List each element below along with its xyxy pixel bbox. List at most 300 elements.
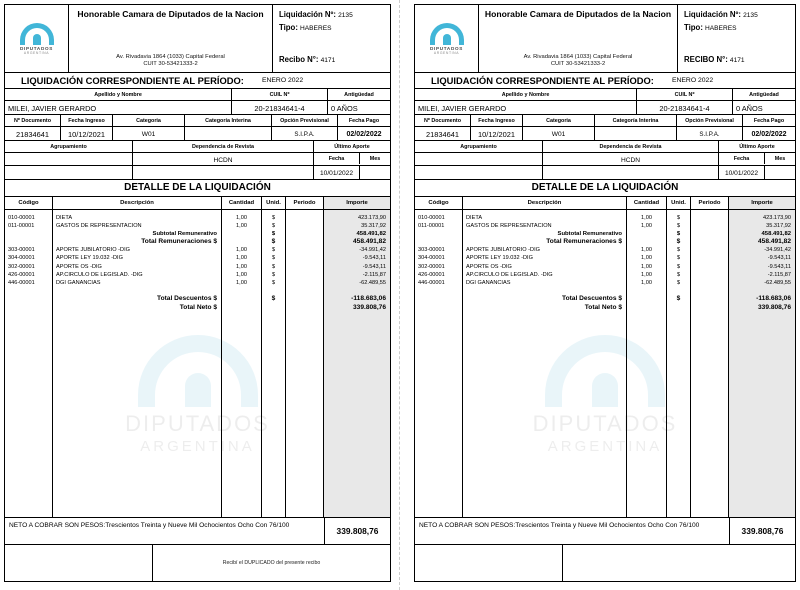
detalle-cell-cantidad: 1,00 [236, 214, 247, 221]
detalle-cell-periodo [691, 238, 728, 246]
employee-header-row-3 [5, 141, 390, 153]
employee-value-row-1-duplicate [415, 101, 795, 115]
detalle-cell-descripcion: APORTE JUBILATORIO -DIG [56, 247, 130, 254]
period-bar-duplicate [415, 73, 795, 89]
detalle-cell-cantidad: 1,00 [641, 214, 652, 221]
dependencia-blank-duplicate [543, 166, 719, 179]
col-header-cantidad-duplicate: Cantidad [627, 197, 667, 209]
detalle-cell-codigo: 304-00001 [8, 255, 35, 262]
employee-opcion-previsional: S.I.P.A. [272, 127, 338, 140]
employee-fecha-pago-duplicate: 02/02/2022 [751, 131, 787, 138]
employee-header-row-1-duplicate [415, 89, 795, 101]
detalle-cell-cantidad: 1,00 [236, 247, 247, 254]
detalle-cell-unidad: $ [676, 247, 681, 254]
col-header-periodo: Periodo [286, 197, 324, 209]
detalle-cell-descripcion: APORTE JUBILATORIO -DIG [466, 247, 540, 254]
detalle-cell-cantidad [222, 304, 261, 312]
col-header-importe-duplicate: Importe [729, 197, 795, 209]
footer-signature-box-duplicate [415, 545, 563, 581]
employee-dependencia: HCDN [133, 153, 314, 166]
employee-value-row-1 [5, 101, 390, 115]
logo-subtitle-duplicate: ARGENTINA [433, 50, 460, 55]
tipo-value: HABERES [299, 25, 332, 32]
receipt-copy-duplicate [400, 0, 800, 590]
detalle-cell-unidad [262, 287, 285, 295]
detalle-cell-periodo [286, 304, 323, 312]
detalle-cell-importe [324, 287, 390, 295]
tipo-field [279, 23, 386, 32]
document-header-duplicate [415, 5, 795, 73]
detalle-cell-cantidad: 1,00 [641, 255, 652, 262]
header-logo [5, 5, 69, 72]
ultimo-aporte-fecha: 10/01/2022 [314, 166, 360, 179]
neto-a-cobrar-duplicate [415, 517, 795, 545]
detalle-cell-unidad: $ [676, 271, 681, 278]
detalle-cell-importe: -118.683,06 [351, 295, 386, 303]
tipo-label: Tipo: [279, 23, 298, 32]
detalle-col-importe-duplicate [729, 210, 795, 518]
col-header-documento-duplicate: Nº Documento [415, 115, 471, 126]
detalle-cell-unidad [262, 304, 285, 312]
logo-title-duplicate: DIPUTADOS [429, 45, 463, 51]
recibo-value: 4171 [320, 57, 336, 64]
recibo-value-duplicate: 4171 [729, 57, 745, 64]
detalle-cell-codigo: 011-00001 [418, 222, 445, 229]
col-header-dependencia: Dependencia de Revista [133, 141, 314, 152]
employee-value-row-3-duplicate [415, 153, 795, 166]
employee-header-row-3-duplicate [415, 141, 795, 153]
detalle-cell-importe: -2.115,87 [362, 271, 386, 278]
detalle-col-codigo-duplicate [415, 210, 463, 518]
recibo-number-duplicate [684, 55, 791, 64]
detalle-cell-cantidad [222, 238, 261, 246]
period-label: LIQUIDACIÓN CORRESPONDIENTE AL PERÍODO: [21, 75, 244, 86]
detalle-cell-periodo [286, 254, 323, 262]
ultimo-aporte-fecha-duplicate: 10/01/2022 [719, 166, 765, 179]
detalle-cell-codigo: 302-00001 [418, 263, 445, 270]
detalle-cell-cantidad [627, 287, 666, 295]
employee-cuil: 20-21834641-4 [232, 101, 328, 114]
detalle-cell-codigo: 010-00001 [418, 214, 445, 221]
tipo-field-duplicate [684, 23, 791, 32]
detalle-cell-cantidad [627, 230, 666, 238]
period-label-duplicate: LIQUIDACIÓN CORRESPONDIENTE AL PERÍODO: [431, 75, 654, 86]
detalle-cell-periodo [691, 254, 728, 262]
detalle-cell-cantidad: 1,00 [236, 263, 247, 270]
employee-categoria-interina-duplicate [595, 127, 677, 140]
col-header-aporte-fecha: Fecha [314, 153, 360, 164]
footer-duplicado [153, 545, 390, 581]
col-header-documento: Nº Documento [5, 115, 61, 126]
employee-value-row-4 [5, 166, 390, 179]
ultimo-aporte-mes-duplicate [765, 166, 795, 179]
detalle-cell-importe: -62.489,55 [764, 280, 791, 286]
col-header-aporte-mes-duplicate: Mes [774, 156, 786, 162]
detalle-cell-codigo: 426-00001 [8, 271, 35, 278]
col-header-unidad: Unid. [262, 197, 286, 209]
neto-amount: 339.808,76 [324, 518, 390, 544]
detalle-col-periodo [286, 210, 324, 518]
detalle-title: DETALLE DE LA LIQUIDACIÓN [5, 179, 390, 197]
detalle-cell-cantidad: 1,00 [641, 222, 652, 229]
detalle-cell-codigo [415, 230, 462, 238]
detalle-cell-importe: 423.173,90 [763, 214, 791, 221]
employee-agrupamiento [5, 153, 133, 166]
employee-value-row-2-duplicate [415, 127, 795, 141]
detalle-col-cantidad-duplicate [627, 210, 667, 518]
detalle-cell-unidad: $ [271, 295, 276, 303]
detalle-cell-codigo: 011-00001 [8, 222, 35, 229]
footer-area-duplicate [415, 545, 795, 581]
detalle-cell-unidad: $ [676, 280, 681, 286]
detalle-cell-unidad: $ [676, 255, 681, 262]
col-header-codigo-duplicate: Código [415, 197, 463, 209]
detalle-cell-importe: 458.491,82 [761, 230, 791, 237]
detalle-cell-unidad: $ [676, 263, 681, 270]
detalle-cell-descripcion: AP.CIRCULO DE LEGISLAD. -DIG [56, 271, 143, 278]
detalle-cell-importe: 458.491,82 [352, 238, 386, 246]
employee-dependencia-duplicate: HCDN [543, 153, 719, 166]
detalle-cell-descripcion: Total Remuneraciones $ [546, 238, 622, 246]
employee-categoria-duplicate: W01 [523, 127, 595, 140]
detalle-cell-descripcion: DGI GANANCIAS [466, 280, 511, 286]
detalle-col-descripcion [53, 210, 222, 518]
detalle-cell-importe: 458.491,82 [356, 230, 386, 237]
logo-title: DIPUTADOS [19, 45, 53, 51]
detalle-table-duplicate [415, 197, 795, 517]
detalle-cell-descripcion: Total Neto $ [179, 303, 217, 311]
organization-cuit: CUIT 30-53421333-2 [143, 61, 198, 68]
col-header-fecha-ingreso-duplicate: Fecha Ingreso [471, 115, 523, 126]
detalle-cell-importe: 423.173,90 [358, 214, 386, 221]
detalle-cell-periodo [691, 279, 728, 287]
recibo-label: Recibo N°: [279, 55, 319, 64]
col-header-fecha-ingreso: Fecha Ingreso [61, 115, 113, 126]
detalle-cell-periodo [691, 246, 728, 254]
detalle-cell-descripcion: Subtotal Remunerativo [152, 230, 217, 237]
detalle-col-unidad [262, 210, 286, 518]
detalle-cell-descripcion [463, 287, 626, 295]
col-header-opcion-previsional: Opción Previsional [272, 115, 338, 126]
detalle-cell-periodo [286, 214, 323, 222]
detalle-cell-periodo [286, 271, 323, 279]
detalle-cell-unidad: $ [271, 238, 276, 246]
detalle-cell-unidad: $ [271, 214, 276, 221]
col-header-dependencia-duplicate: Dependencia de Revista [543, 141, 719, 152]
detalle-cell-codigo [415, 287, 462, 295]
watermark-subtitle: ARGENTINA [140, 438, 255, 455]
detalle-cell-importe: -9.543,11 [767, 263, 791, 270]
detalle-cell-unidad: $ [676, 222, 681, 229]
detalle-col-cantidad [222, 210, 262, 518]
detalle-cell-importe: 339.808,76 [757, 303, 791, 311]
col-header-antiguedad-duplicate: Antigüedad [749, 92, 779, 98]
detalle-cell-cantidad [222, 295, 261, 303]
col-header-fecha-pago-duplicate: Fecha Pago [753, 118, 785, 124]
detalle-cell-codigo: 303-00001 [418, 247, 445, 254]
detalle-cell-unidad: $ [676, 295, 681, 303]
tipo-label-duplicate: Tipo: [684, 23, 703, 32]
col-header-ultimo-aporte: Último Aporte [334, 144, 370, 150]
liquidacion-value-duplicate: 2135 [743, 12, 758, 19]
detalle-cell-descripcion: Subtotal Remunerativo [557, 230, 622, 237]
detalle-col-periodo-duplicate [691, 210, 729, 518]
detalle-cell-unidad: $ [271, 271, 276, 278]
detalle-cell-cantidad [627, 304, 666, 312]
detalle-table-header-duplicate [415, 197, 795, 210]
col-header-importe: Importe [324, 197, 390, 209]
neto-text-duplicate: NETO A COBRAR SON PESOS:Trescientos Treinta y Nueve Mil Ochocientos Ocho Con 76/100 [419, 522, 700, 529]
detalle-col-importe [324, 210, 390, 518]
detalle-cell-periodo [691, 287, 728, 295]
detalle-cell-importe: 35.317,92 [361, 222, 386, 229]
detalle-cell-cantidad: 1,00 [641, 263, 652, 270]
detalle-cell-descripcion: APORTE OS -DIG [56, 263, 102, 270]
ultimo-aporte-mes [360, 166, 390, 179]
detalle-cell-unidad: $ [271, 280, 276, 286]
period-value-duplicate: ENERO 2022 [671, 77, 714, 84]
detalle-cell-unidad: $ [676, 238, 681, 246]
arch-logo-icon-duplicate [430, 23, 464, 45]
neto-text: NETO A COBRAR SON PESOS:Trescientos Treinta y Nueve Mil Ochocientos Ocho Con 76/100 [9, 522, 290, 529]
detalle-cell-periodo [286, 287, 323, 295]
detalle-cell-codigo: 446-00001 [418, 280, 445, 286]
detalle-cell-periodo [691, 222, 728, 230]
agrupamiento-blank [5, 166, 133, 179]
col-header-categoria: Categoria [113, 115, 185, 126]
col-header-categoria-interina-duplicate: Categoría Interina [595, 115, 677, 126]
detalle-cell-cantidad [627, 238, 666, 246]
detalle-cell-descripcion: Total Descuentos $ [562, 295, 622, 303]
detalle-cell-unidad: $ [271, 263, 276, 270]
employee-agrupamiento-duplicate [415, 153, 543, 166]
col-header-fecha-pago: Fecha Pago [348, 118, 380, 124]
detalle-cell-periodo [691, 271, 728, 279]
employee-categoria: W01 [113, 127, 185, 140]
detalle-cell-importe: -9.543,11 [767, 255, 791, 262]
watermark-subtitle-duplicate: ARGENTINA [547, 438, 663, 455]
watermark-title-duplicate: DIPUTADOS [532, 411, 678, 436]
col-header-cantidad: Cantidad [222, 197, 262, 209]
detalle-table-header [5, 197, 390, 210]
period-value: ENERO 2022 [261, 77, 304, 84]
col-header-categoria-duplicate: Categoria [523, 115, 595, 126]
header-logo-duplicate [415, 5, 479, 72]
detalle-col-descripcion-duplicate [463, 210, 627, 518]
detalle-cell-descripcion: APORTE LEY 19.032 -DIG [466, 255, 533, 262]
col-header-apellido: Apellido y Nombre [5, 89, 232, 100]
detalle-cell-importe: -9.543,11 [362, 255, 386, 262]
recibo-label-duplicate: RECIBO N°: [684, 55, 728, 64]
detalle-cell-periodo [286, 295, 323, 303]
agrupamiento-blank-duplicate [415, 166, 543, 179]
col-header-aporte-mes: Mes [369, 156, 381, 162]
col-header-agrupamiento: Agrupamiento [5, 141, 133, 152]
col-header-descripcion: Descripción [53, 197, 222, 209]
employee-antiguedad-duplicate: 0 AÑOS [736, 104, 763, 113]
detalle-cell-codigo: 446-00001 [8, 280, 35, 286]
detalle-cell-codigo [5, 230, 52, 238]
detalle-cell-periodo [691, 304, 728, 312]
detalle-cell-codigo [415, 295, 462, 303]
detalle-cell-importe: -118.683,06 [756, 295, 791, 303]
detalle-cell-codigo [5, 287, 52, 295]
detalle-cell-descripcion: DIETA [466, 214, 483, 221]
col-header-codigo: Código [5, 197, 53, 209]
detalle-cell-unidad: $ [271, 222, 276, 229]
detalle-cell-periodo [286, 238, 323, 246]
col-header-cuil: CUIL Nº [232, 89, 328, 100]
col-header-descripcion-duplicate: Descripción [463, 197, 627, 209]
employee-header-row-1 [5, 89, 390, 101]
detalle-title-duplicate: DETALLE DE LA LIQUIDACIÓN [415, 179, 795, 197]
detalle-cell-importe [729, 287, 795, 295]
detalle-cell-codigo: 302-00001 [8, 263, 35, 270]
detalle-cell-descripcion: DGI GANANCIAS [56, 280, 101, 286]
detalle-cell-unidad: $ [271, 230, 276, 237]
detalle-cell-periodo [286, 279, 323, 287]
employee-name: MILEI, JAVIER GERARDO [5, 101, 232, 114]
organization-cuit-duplicate: CUIT 30-53421333-2 [550, 61, 606, 68]
employee-antiguedad: 0 AÑOS [331, 104, 358, 113]
detalle-cell-periodo [286, 230, 323, 238]
detalle-cell-codigo [5, 238, 52, 246]
detalle-cell-descripcion: Total Descuentos $ [157, 295, 217, 303]
detalle-cell-periodo [691, 230, 728, 238]
employee-value-row-4-duplicate [415, 166, 795, 179]
detalle-cell-descripcion: AP.CIRCULO DE LEGISLAD. -DIG [466, 271, 553, 278]
employee-cuil-duplicate: 20-21834641-4 [637, 101, 733, 114]
detalle-cell-descripcion: APORTE LEY 19.032 -DIG [56, 255, 123, 262]
detalle-cell-unidad: $ [271, 247, 276, 254]
employee-categoria-interina [185, 127, 272, 140]
employee-name-duplicate: MILEI, JAVIER GERARDO [415, 101, 637, 114]
employee-header-row-2 [5, 115, 390, 127]
detalle-cell-periodo [286, 222, 323, 230]
organization-name-duplicate: Honorable Camara de Diputados de la Nacion [484, 9, 672, 19]
neto-a-cobrar [5, 517, 390, 545]
detalle-cell-descripcion [53, 287, 221, 295]
organization-name: Honorable Camara de Diputados de la Nacion [77, 9, 264, 19]
detalle-cell-cantidad: 1,00 [236, 280, 247, 286]
detalle-cell-periodo [691, 214, 728, 222]
employee-documento-duplicate: 21834641 [415, 127, 471, 140]
detalle-cell-cantidad [222, 287, 261, 295]
liquidacion-label-duplicate: Liquidación Nº: [684, 10, 741, 19]
panel-separator [399, 0, 400, 590]
detalle-cell-periodo [691, 295, 728, 303]
employee-value-row-2 [5, 127, 390, 141]
employee-documento: 21834641 [5, 127, 61, 140]
period-bar [5, 73, 390, 89]
document-header [5, 5, 390, 73]
detalle-cell-cantidad: 1,00 [236, 222, 247, 229]
employee-fecha-pago: 02/02/2022 [346, 131, 382, 138]
detalle-cell-codigo [5, 295, 52, 303]
col-header-opcion-previsional-duplicate: Opción Previsional [677, 115, 743, 126]
footer-duplicado-text: Recibí el DUPLICADO del presente recibo [222, 560, 321, 566]
footer-blank-duplicate [563, 545, 795, 581]
detalle-cell-cantidad [627, 295, 666, 303]
employee-fecha-ingreso-duplicate: 10/12/2021 [471, 127, 523, 140]
detalle-cell-periodo [286, 246, 323, 254]
liquidacion-number [279, 10, 386, 19]
employee-opcion-previsional-duplicate: S.I.P.A. [677, 127, 743, 140]
dependencia-blank [133, 166, 314, 179]
logo-subtitle: ARGENTINA [23, 50, 50, 55]
detalle-cell-importe: 35.317,92 [766, 222, 791, 229]
employee-value-row-3 [5, 153, 390, 166]
detalle-cell-unidad: $ [676, 230, 681, 237]
col-header-unidad-duplicate: Unid. [667, 197, 691, 209]
detalle-cell-periodo [286, 263, 323, 271]
col-header-periodo-duplicate: Periodo [691, 197, 729, 209]
detalle-cell-cantidad: 1,00 [236, 271, 247, 278]
detalle-cell-codigo: 426-00001 [418, 271, 445, 278]
col-header-categoria-interina: Categoría Interina [185, 115, 272, 126]
detalle-cell-codigo: 304-00001 [418, 255, 445, 262]
detalle-cell-importe: -9.543,11 [362, 263, 386, 270]
col-header-agrupamiento-duplicate: Agrupamiento [415, 141, 543, 152]
employee-info-duplicate [415, 89, 795, 179]
detalle-cell-cantidad [222, 230, 261, 238]
liquidacion-number-duplicate [684, 10, 791, 19]
detalle-cell-descripcion: APORTE OS -DIG [466, 263, 512, 270]
organization-address-line1-duplicate: Av. Rivadavia 1864 (1033) Capital Federal [523, 53, 633, 60]
col-header-antiguedad: Antigüedad [344, 92, 374, 98]
employee-info [5, 89, 390, 179]
employee-header-row-2-duplicate [415, 115, 795, 127]
detalle-cell-periodo [691, 263, 728, 271]
liquidacion-value: 2135 [338, 12, 353, 19]
detalle-cell-importe: -62.489,55 [359, 280, 386, 286]
arch-logo-icon [20, 23, 54, 45]
detalle-cell-codigo: 010-00001 [8, 214, 35, 221]
detalle-cell-unidad [667, 304, 690, 312]
detalle-cell-unidad [667, 287, 690, 295]
detalle-cell-cantidad: 1,00 [641, 271, 652, 278]
detalle-cell-descripcion: Total Neto $ [584, 303, 622, 311]
detalle-cell-codigo [415, 304, 462, 312]
tipo-value-duplicate: HABERES [704, 25, 737, 32]
watermark-title: DIPUTADOS [125, 411, 270, 436]
neto-amount-duplicate: 339.808,76 [729, 518, 795, 544]
detalle-cell-importe: 339.808,76 [352, 303, 386, 311]
col-header-ultimo-aporte-duplicate: Último Aporte [739, 144, 775, 150]
detalle-cell-importe: -34.991,42 [764, 247, 791, 254]
detalle-cell-cantidad: 1,00 [641, 280, 652, 286]
detalle-cell-descripcion: GASTOS DE REPRESENTACION [466, 222, 552, 229]
organization-address-line1: Av. Rivadavia 1864 (1033) Capital Federal [116, 53, 225, 60]
detalle-cell-importe: -34.991,42 [359, 247, 386, 254]
detalle-cell-descripcion: Total Remuneraciones $ [141, 238, 217, 246]
detalle-cell-descripcion: DIETA [56, 214, 73, 221]
detalle-cell-codigo [5, 304, 52, 312]
detalle-cell-unidad: $ [271, 255, 276, 262]
footer-area [5, 545, 390, 581]
detalle-table [5, 197, 390, 517]
employee-fecha-ingreso: 10/12/2021 [61, 127, 113, 140]
detalle-col-codigo [5, 210, 53, 518]
detalle-col-unidad-duplicate [667, 210, 691, 518]
detalle-cell-importe: -2.115,87 [767, 271, 791, 278]
recibo-number [279, 55, 386, 64]
detalle-cell-unidad: $ [676, 214, 681, 221]
col-header-aporte-fecha-duplicate: Fecha [719, 153, 765, 164]
col-header-apellido-duplicate: Apellido y Nombre [415, 89, 637, 100]
detalle-cell-descripcion: GASTOS DE REPRESENTACION [56, 222, 142, 229]
detalle-cell-cantidad: 1,00 [236, 255, 247, 262]
